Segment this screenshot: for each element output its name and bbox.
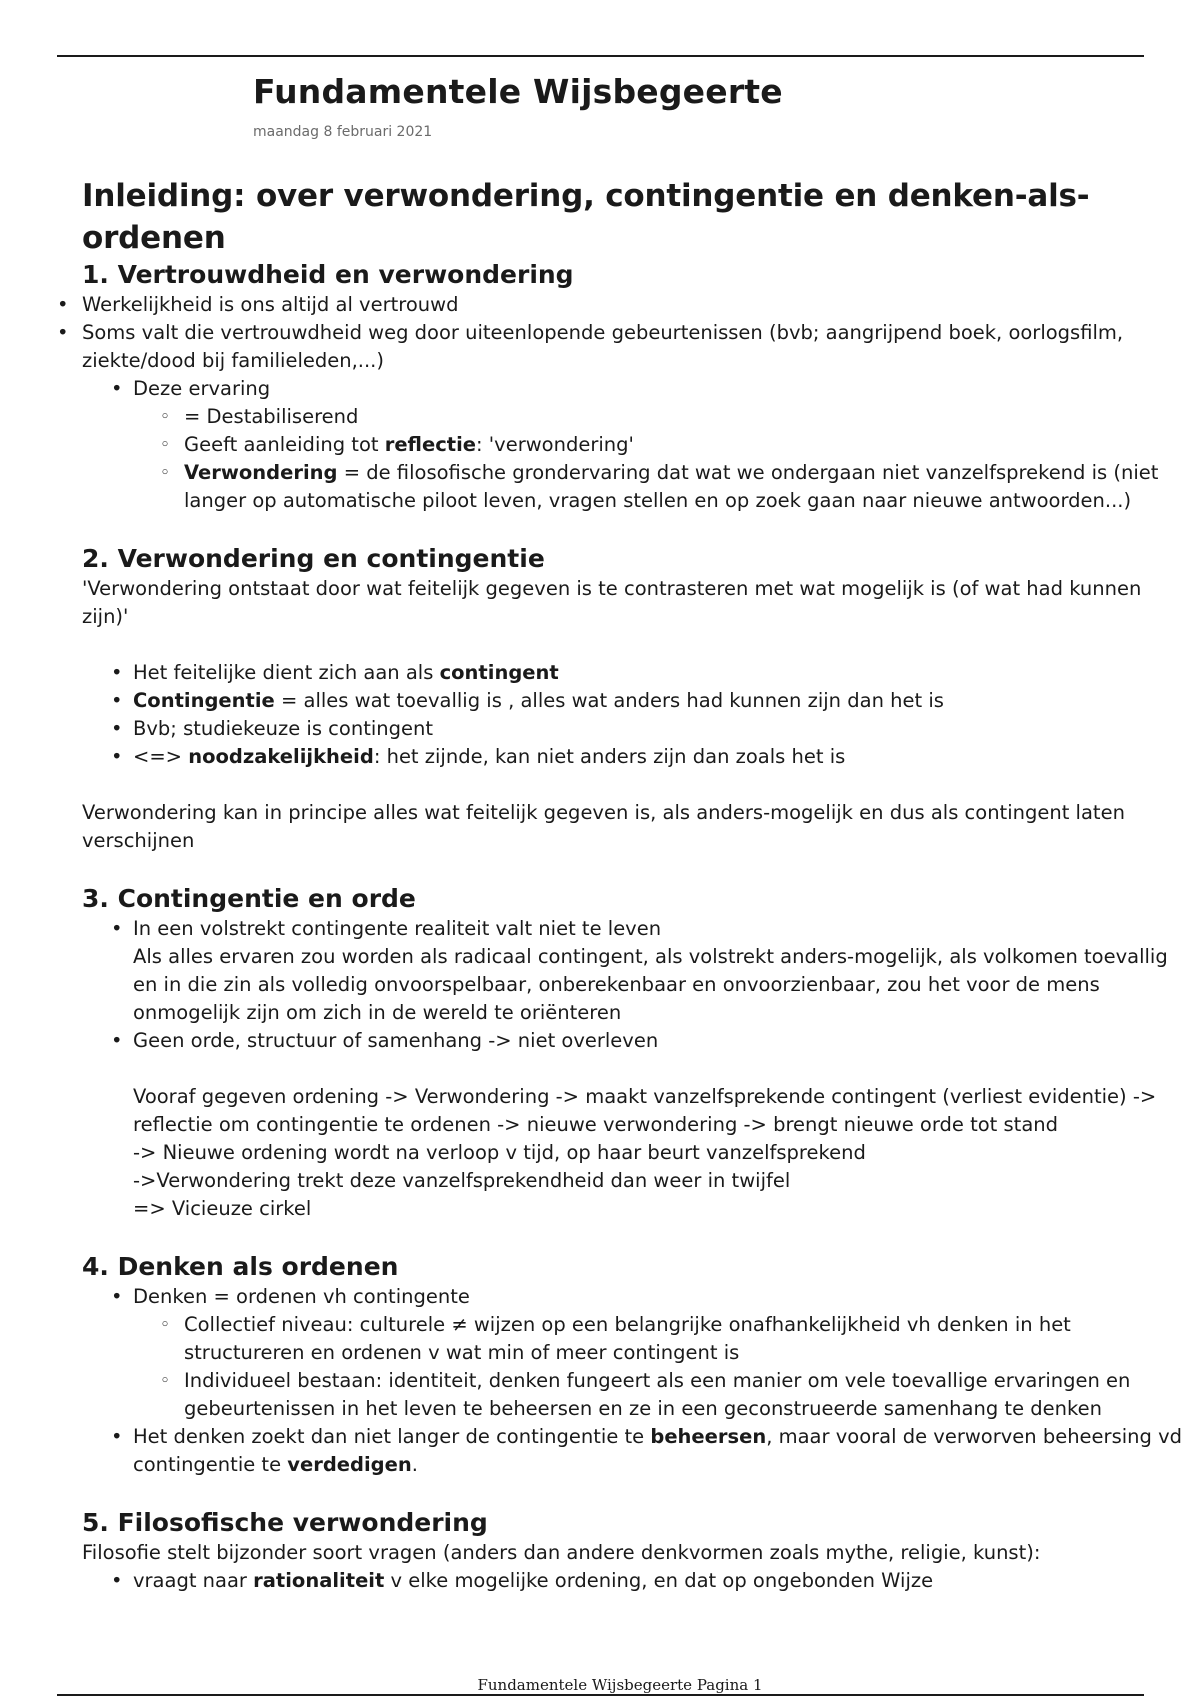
bold-term: Verwondering xyxy=(184,461,338,484)
text-run: v elke mogelijke ordening, en dat op ongebonden Wijze xyxy=(384,1569,934,1592)
page-footer: Fundamentele Wijsbegeerte Pagina 1 xyxy=(477,1676,763,1694)
list-item xyxy=(133,915,1182,1027)
text-run: . xyxy=(411,1453,418,1476)
text-run: Het denken zoekt dan niet langer de contingentie te xyxy=(133,1425,651,1448)
bottom-rule xyxy=(57,1694,1144,1696)
section-2-heading: 2. Verwondering en contingentie xyxy=(82,544,545,573)
text-run: : 'verwondering' xyxy=(476,433,634,456)
list-item xyxy=(133,1283,1182,1423)
text-run: vraagt naar xyxy=(133,1569,254,1592)
nested-list xyxy=(184,403,1182,515)
list-item: ◦ = Destabiliserend xyxy=(184,403,1182,431)
bold-term: reflectie xyxy=(384,433,477,456)
list-item-text: Deze ervaring xyxy=(133,377,271,400)
list-item: • Werkelijkheid is ons altijd al vertrouwd xyxy=(82,291,1182,319)
list-item xyxy=(133,1567,1182,1595)
list-item: • Soms valt die vertrouwdheid weg door uiteenlopende gebeurtenissen (bvb; aangrijpend boek, oorlogsfilm, ziekte/dood bij familieleden,...) xyxy=(82,319,1182,375)
text-run: : het zijnde, kan niet anders zijn dan zoals het is xyxy=(373,745,846,768)
list-item xyxy=(184,431,1182,459)
list-item xyxy=(184,459,1182,515)
section-1-heading: 1. Vertrouwdheid en verwondering xyxy=(82,260,574,289)
section-2-paragraph: Verwondering kan in principe alles wat feitelijk gegeven is, als anders-mogelijk en dus als contingent laten verschijnen xyxy=(82,801,1125,852)
text-run: Geeft aanleiding tot xyxy=(184,433,385,456)
list-item: ◦ Collectief niveau: culturele ≠ wijzen op een belangrijke onafhankelijkheid vh denken in het structureren en ordenen v wat min of meer contingent is xyxy=(184,1311,1182,1367)
section-5-list xyxy=(133,1567,1182,1595)
list-item: • Bvb; studiekeuze is contingent xyxy=(133,715,1182,743)
section-3-list xyxy=(133,915,1182,1055)
nested-list xyxy=(184,1311,1182,1423)
bold-term: Contingentie xyxy=(133,689,275,712)
bold-term: verdedigen xyxy=(287,1453,412,1476)
section-4-list xyxy=(133,1283,1182,1479)
main-heading: Inleiding: over verwondering, contingentie en denken-als-ordenen xyxy=(82,178,1090,256)
bold-term: beheersen xyxy=(650,1425,767,1448)
note-date: maandag 8 februari 2021 xyxy=(253,124,433,140)
list-item: • Geen orde, structuur of samenhang -> niet overleven xyxy=(133,1027,1182,1055)
list-item-text: • In een volstrekt contingente realiteit valt niet te leven xyxy=(133,917,662,940)
list-item xyxy=(133,375,1182,515)
top-rule xyxy=(57,55,1144,57)
note-body xyxy=(82,175,1182,1595)
list-item: ◦ Individueel bestaan: identiteit, denken fungeert als een manier om vele toevallige ervaringen en gebeurtenissen in het leven te beheersen en ze in een geconstrueerde samenhang te denken xyxy=(184,1367,1182,1423)
text-run: = de filosofische grondervaring dat wat we ondergaan niet vanzelfsprekend is (niet langer op automatische piloot leven, vragen stellen en op zoek gaan naar nieuwe antwoorden...) xyxy=(184,461,1159,512)
text-run: , maar vooral de verworven beheersing vd contingentie te xyxy=(133,1425,1183,1476)
section-5-heading: 5. Filosofische verwondering xyxy=(82,1508,488,1537)
list-item-text: Als alles ervaren zou worden als radicaal contingent, als volstrekt anders-mogelijk, als volkomen toevallig en in die zin als volledig onvoorspelbaar, onberekenbaar en onvoorzienbaar, zou het voor de mens onmogelijk zijn om zich in de wereld te oriënteren xyxy=(133,945,1168,1024)
bold-term: rationaliteit xyxy=(253,1569,385,1592)
list-item-text: Denken = ordenen vh contingente xyxy=(133,1285,470,1308)
section-2-list xyxy=(133,659,1182,771)
cycle-line: Vooraf gegeven ordening -> Verwondering -> maakt vanzelfsprekende contingent (verliest evidentie) -> reflectie om contingentie te ordenen -> nieuwe verwondering -> brengt nieuwe orde tot stand xyxy=(133,1085,1157,1136)
cycle-line: ->Verwondering trekt deze vanzelfsprekendheid dan weer in twijfel xyxy=(133,1169,791,1192)
section-3-cycle xyxy=(133,1083,1182,1223)
section-4-heading: 4. Denken als ordenen xyxy=(82,1252,399,1281)
cycle-line: => Vicieuze cirkel xyxy=(133,1197,312,1220)
bold-term: noodzakelijkheid xyxy=(188,745,374,768)
text-run: <=> xyxy=(133,745,189,768)
text-run: = alles wat toevallig is , alles wat anders had kunnen zijn dan het is xyxy=(274,689,944,712)
section-5-intro: Filosofie stelt bijzonder soort vragen (anders dan andere denkvormen zoals mythe, religie, kunst): xyxy=(82,1541,1041,1564)
list-item xyxy=(133,1423,1182,1479)
section-2-quote: 'Verwondering ontstaat door wat feitelijk gegeven is te contrasteren met wat mogelijk is (of wat had kunnen zijn)' xyxy=(82,577,1142,628)
list-item xyxy=(133,659,1182,687)
text-run: Het feitelijke dient zich aan als xyxy=(133,661,440,684)
note-title: Fundamentele Wijsbegeerte xyxy=(253,72,783,111)
section-3-heading: 3. Contingentie en orde xyxy=(82,884,416,913)
cycle-line: -> Nieuwe ordening wordt na verloop v tijd, op haar beurt vanzelfsprekend xyxy=(133,1141,866,1164)
section-1-list xyxy=(82,291,1182,375)
section-1-sublist xyxy=(133,375,1182,515)
list-item xyxy=(133,687,1182,715)
list-item xyxy=(133,743,1182,771)
bold-term: contingent xyxy=(439,661,559,684)
